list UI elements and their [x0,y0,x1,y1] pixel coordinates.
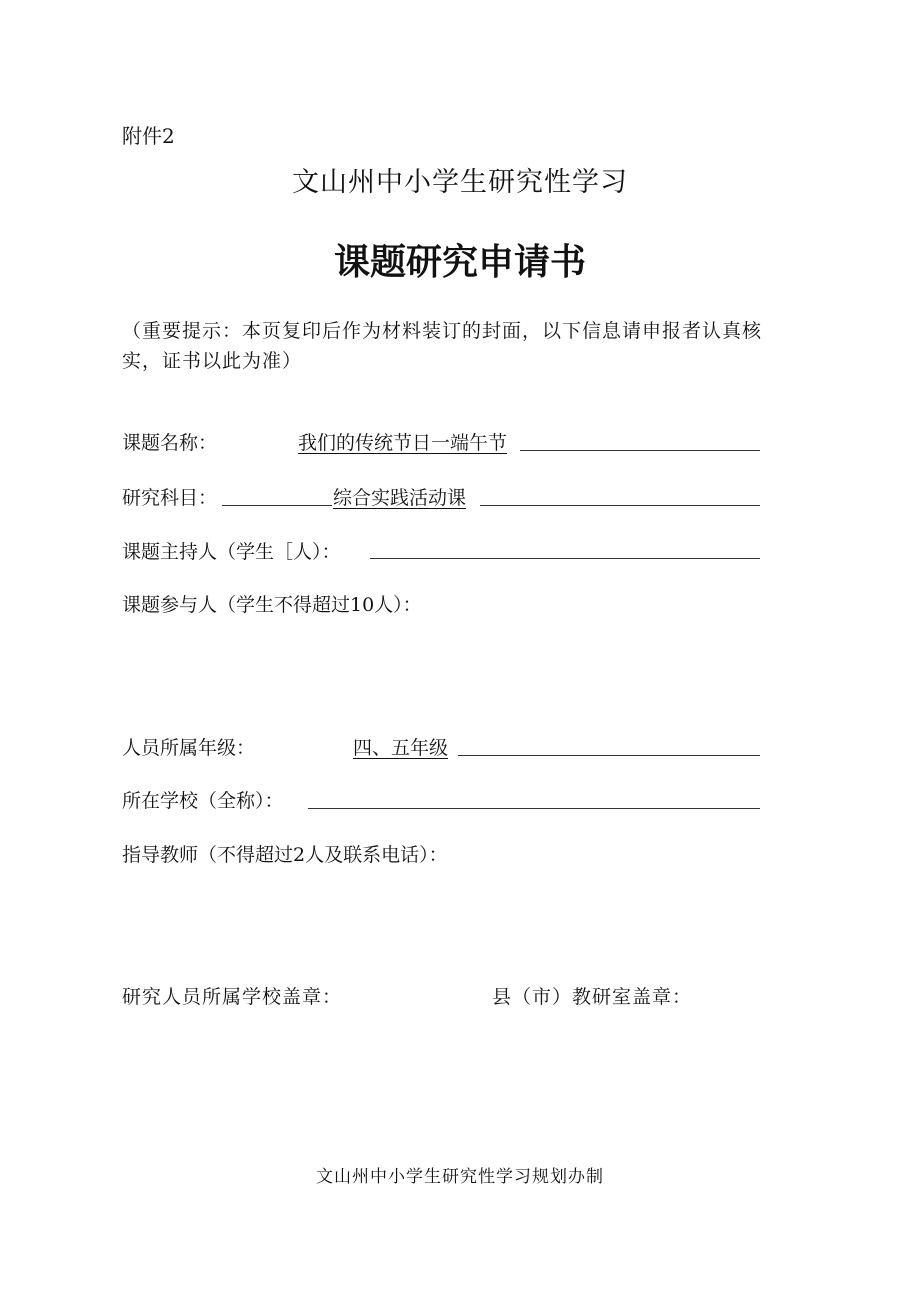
grade-label: 人员所属年级： [122,737,256,759]
grade-value: 四、五年级 [353,737,449,759]
subject-label: 研究科目： [122,487,218,509]
topic-name-value: 我们的传统节日一端午节 [298,432,508,454]
county-seal-label: 县（市）教研室盖章： [492,986,693,1008]
subject-underline-right [480,505,760,506]
important-notice: （重要提示：本页复印后作为材料装订的封面，以下信息请申报者认真核实，证书以此为准） [122,320,763,372]
school-seal-label: 研究人员所属学校盖章： [122,986,343,1008]
topic-name-label: 课题名称： [122,432,218,454]
grade-underline [458,755,760,756]
advisor-label: 指导教师（不得超过2人及联系电话）： [122,844,448,866]
school-label: 所在学校（全称）： [122,790,284,812]
document-title-line2: 课题研究申请书 [333,242,586,283]
document-title-line1: 文山州中小学生研究性学习 [292,167,628,198]
topic-name-underline [520,450,760,451]
school-underline [308,808,760,809]
subject-underline-left [222,505,332,506]
participants-label: 课题参与人（学生不得超过10人）： [122,594,422,616]
issuer-footer: 文山州中小学生研究性学习规划办制 [316,1167,604,1187]
host-underline [370,558,760,559]
host-label: 课题主持人（学生［人）： [122,541,341,563]
subject-value: 综合实践活动课 [333,487,467,509]
attachment-label: 附件2 [122,124,175,148]
